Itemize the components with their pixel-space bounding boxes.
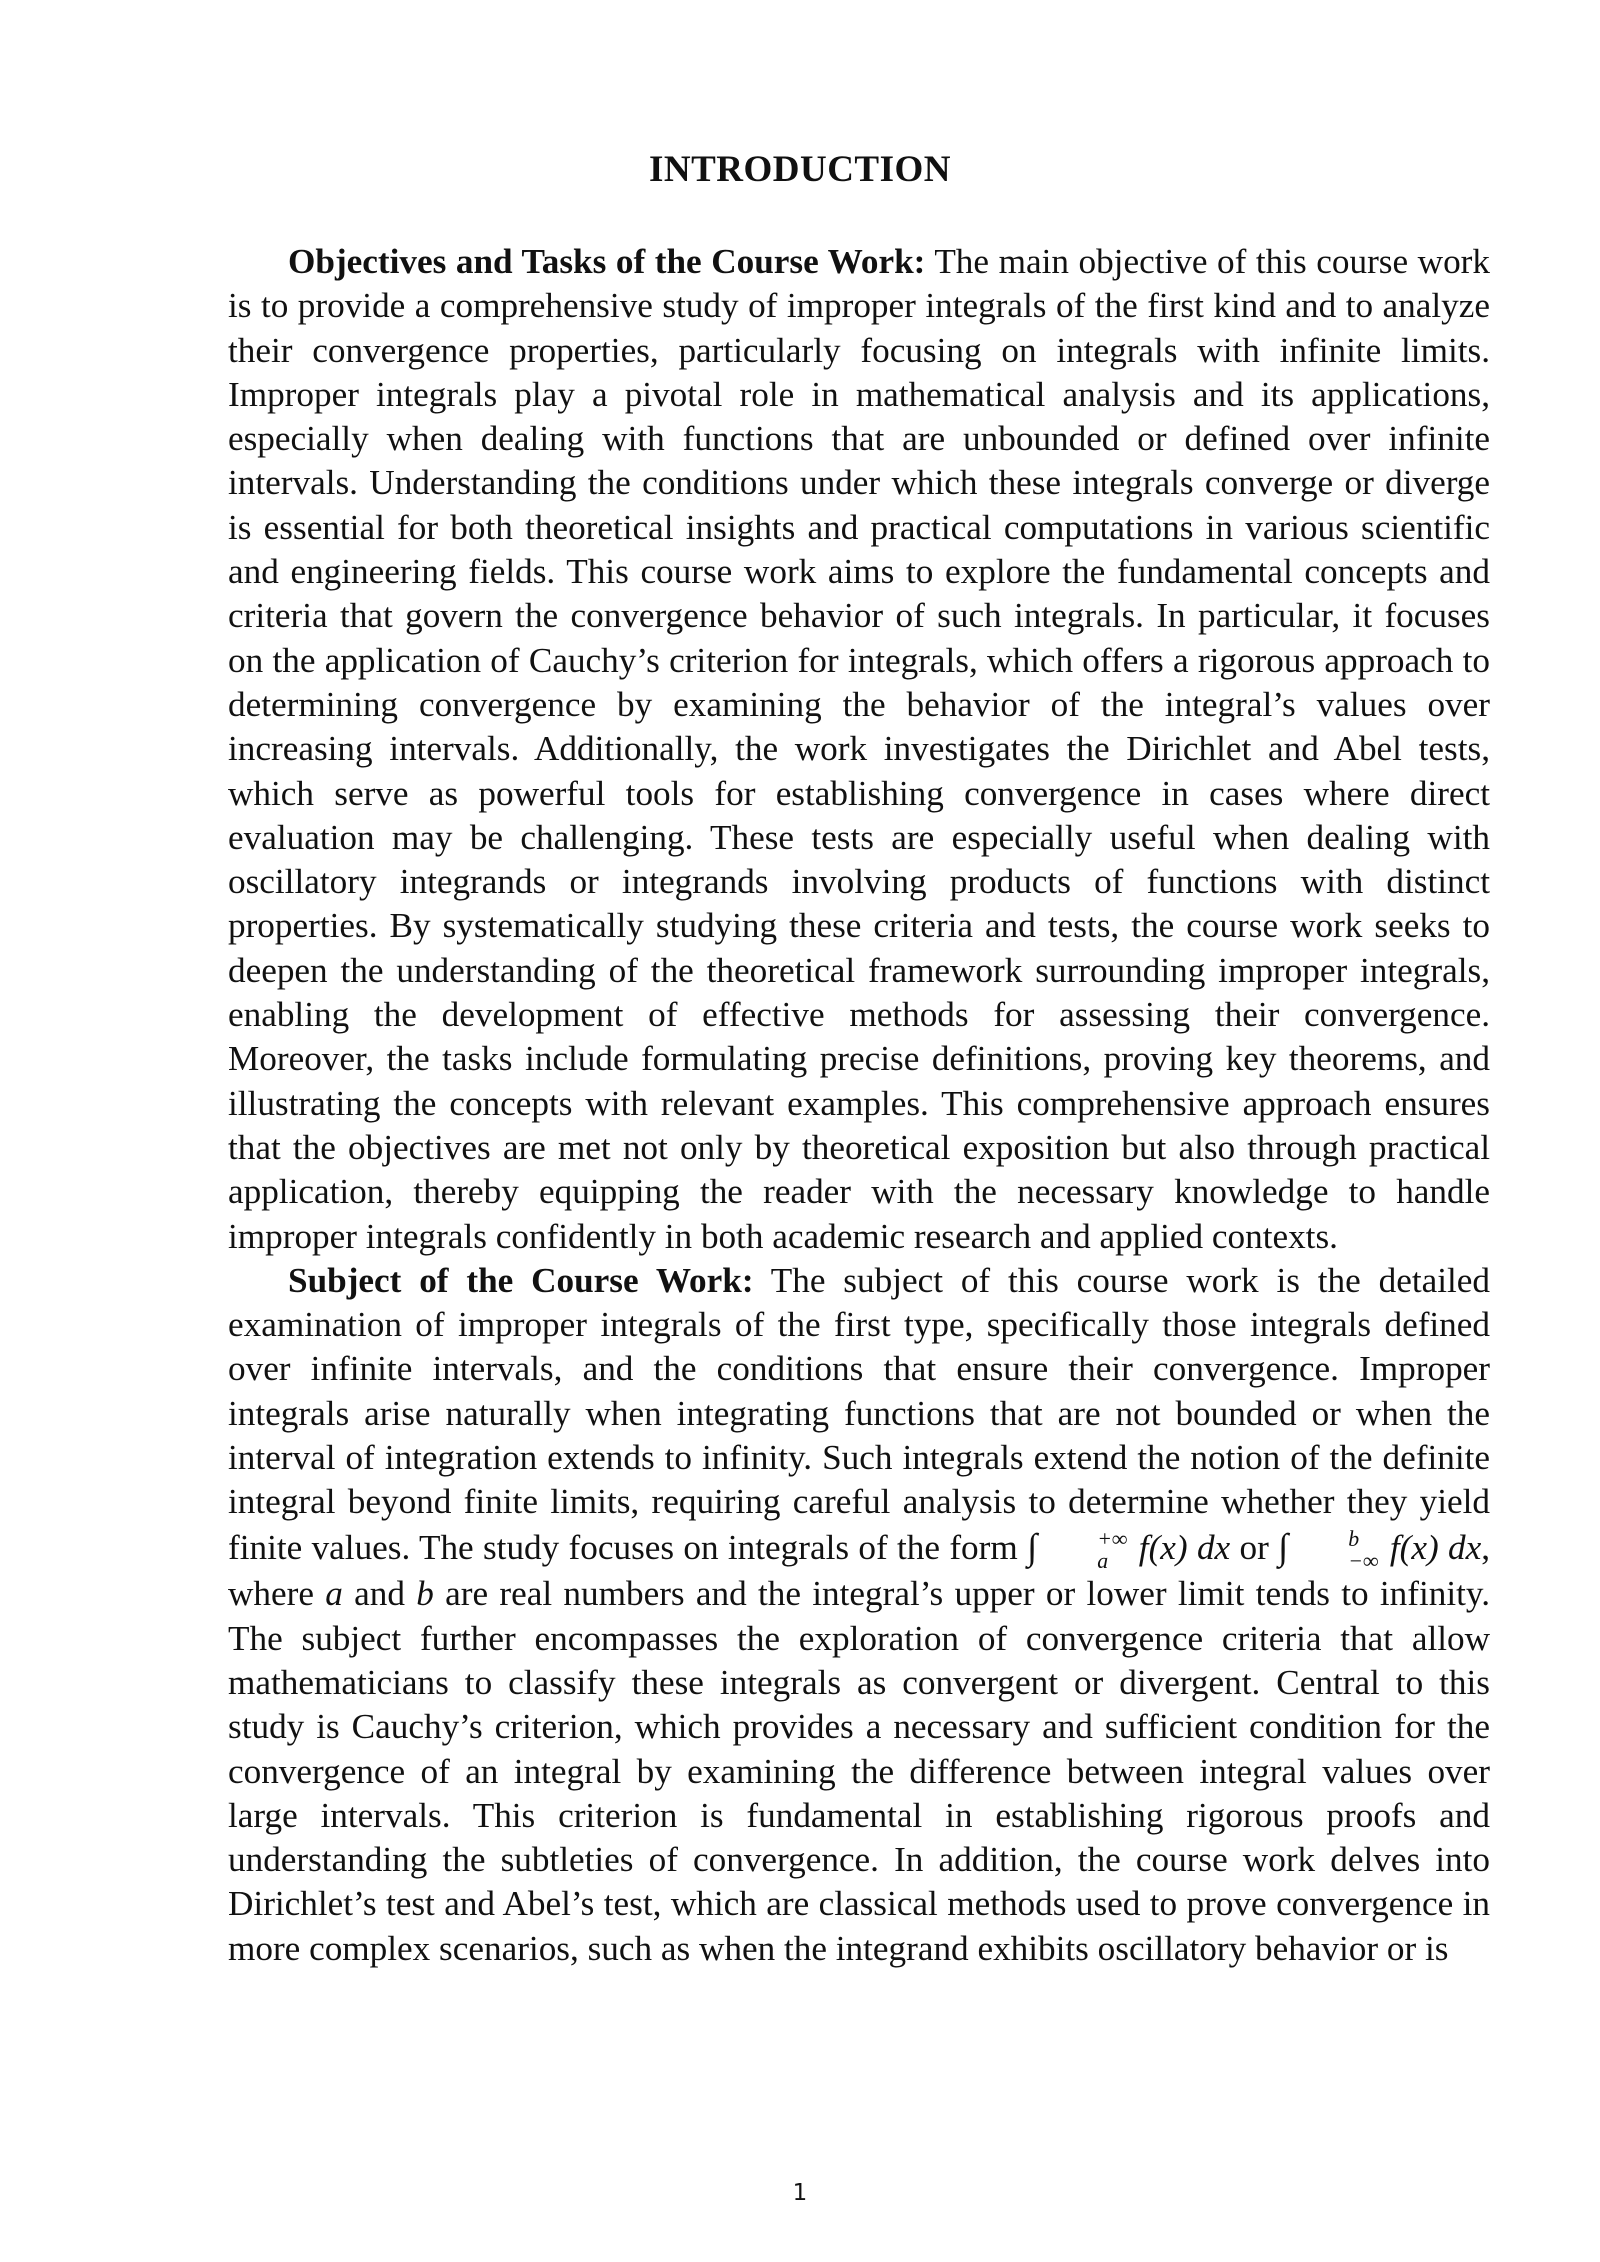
integral-lower-2: −∞: [1348, 1548, 1379, 1573]
integral-limits-2: [1288, 1526, 1379, 1573]
integral-symbol-2: ∫: [1278, 1525, 1289, 1567]
body-text: [228, 240, 1490, 1971]
page-number: 1: [792, 2180, 808, 2206]
where-text: , where: [228, 1527, 1491, 1614]
integral-lower-1: a: [1097, 1548, 1109, 1573]
objectives-paragraph: [228, 240, 1490, 1259]
integral-limits-1: [1037, 1526, 1128, 1573]
objectives-text: The main objective of this course work is to provide a comprehensive study of improper integrals of the first kind and to analyze their convergence properties, particularly focusing on integrals with infinite limits. Improper integrals play a pivotal role in mathematical analysis and its applications, especially when dealing with functions that are unbounded or defined over infinite intervals. Understanding the conditions under which these integrals converge or diverge is essential for both theoretical insights and practical computations in various scientific and engineering fields. This course work aims to explore the fundamental concepts and criteria that govern the convergence behavior of such integrals. In particular, it focuses on the application of Cauchy’s criterion for integrals, which offers a rigorous approach to determining convergence by examining the behavior of the integral’s values over increasing intervals. Additionally, the work investigates the Dirichlet and Abel tests, which serve as powerful tools for establishing convergence in cases where direct evaluation may be challenging. These tests are especially useful when dealing with oscillatory integrands or integrands involving products of functions with distinct properties. By systematically studying these criteria and tests, the course work seeks to deepen the understanding of the theoretical framework surrounding improper integrals, enabling the development of effective methods for assessing their convergence. Moreover, the tasks include formulating precise definitions, proving key theorems, and illustrating the concepts with relevant examples. This comprehensive approach ensures that the objectives are met not only by theoretical exposition but also through practical application, thereby equipping the reader with the necessary knowledge to handle improper integrals confidently in both academic research and applied contexts.: [228, 242, 1490, 1256]
and-text: and: [354, 1574, 405, 1614]
integrand-2: f(x) dx: [1389, 1527, 1482, 1567]
connector-or: or: [1239, 1527, 1269, 1567]
integrand-1: f(x) dx: [1138, 1527, 1231, 1567]
integral-symbol-1: ∫: [1027, 1525, 1038, 1567]
subject-heading: Subject of the Course Work:: [288, 1260, 754, 1300]
objectives-heading: Objectives and Tasks of the Course Work:: [288, 242, 926, 281]
integral-upper-2: b: [1348, 1526, 1360, 1551]
subject-text-after: are real numbers and the integral’s upper or lower limit tends to infinity. The subject further encompasses the exploration of convergence criteria that allow mathematicians to classify these integrals as convergent or divergent. Central to this study is Cauchy’s criterion, which provides a necessary and sufficient condition for the convergence of an integral by examining the difference between integral values over large intervals. This criterion is fundamental in establishing rigorous proofs and understanding the subtleties of convergence. In addition, the course work delves into Dirichlet’s test and Abel’s test, which are classical methods used to prove convergence in more complex scenarios, such as when the integrand exhibits oscillatory behavior or is: [228, 1574, 1491, 1968]
variable-a: a: [325, 1574, 343, 1614]
subject-text-before: The subject of this course work is the detailed examination of improper integrals of the first type, specifically those integrals defined over infinite intervals, and the conditions that ensure their convergence. Improper integrals arise naturally when integrating functions that are not bounded or when the interval of integration extends to infinity. Such integrals extend the notion of the definite integral beyond finite limits, requiring careful analysis to determine whether they yield finite values. The study focuses on integrals of the form: [228, 1260, 1490, 1567]
integral-upper-1: +∞: [1097, 1526, 1128, 1551]
subject-paragraph: [228, 1259, 1490, 1971]
variable-b: b: [416, 1574, 434, 1614]
page-title: INTRODUCTION: [648, 149, 952, 190]
